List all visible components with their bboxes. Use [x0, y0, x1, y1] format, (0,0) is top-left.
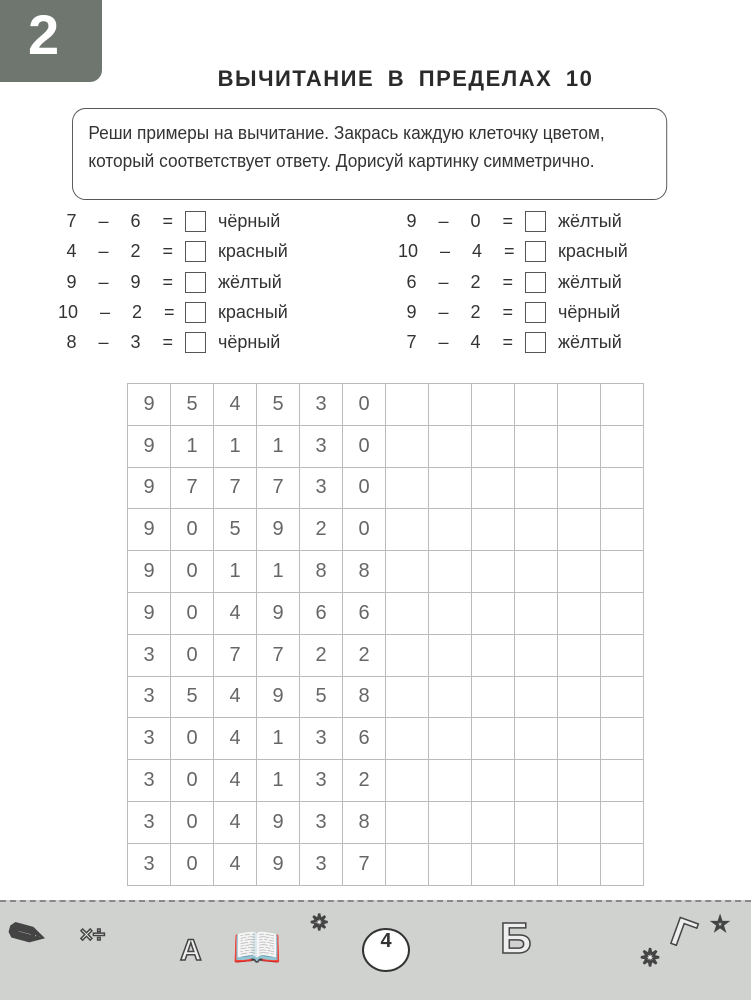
grid-cell[interactable]: [515, 467, 558, 509]
grid-cell[interactable]: [429, 634, 472, 676]
grid-cell[interactable]: 7: [257, 634, 300, 676]
page-title: ВЫЧИТАНИЕ В ПРЕДЕЛАХ 10: [217, 66, 594, 91]
coloring-grid: [127, 383, 644, 886]
grid-cell[interactable]: 1: [257, 425, 300, 467]
grid-cell[interactable]: 6: [343, 592, 386, 634]
grid-cell[interactable]: [558, 760, 601, 802]
color-label: жёлтый: [558, 210, 622, 231]
grid-row: [128, 760, 644, 802]
grid-cell[interactable]: [515, 843, 558, 885]
equation-expression: 7 – 4 =: [406, 331, 513, 352]
grid-cell[interactable]: [558, 384, 601, 426]
equation-row: [58, 299, 288, 325]
grid-cell[interactable]: [429, 509, 472, 551]
answer-box[interactable]: [185, 241, 206, 262]
grid-cell[interactable]: 2: [343, 760, 386, 802]
grid-cell[interactable]: 0: [171, 509, 214, 551]
grid-cell[interactable]: 8: [300, 551, 343, 593]
answer-box[interactable]: [185, 302, 206, 323]
grid-cell[interactable]: 4: [214, 843, 257, 885]
instruction-box: Реши примеры на вычитание. Закрась каждую клеточку цветом, который соответствует ответу. Дорисуй картинку симметрично.: [72, 108, 667, 200]
equation-row: [58, 238, 288, 264]
grid-cell[interactable]: 8: [343, 801, 386, 843]
letter-a-icon: А: [180, 934, 202, 967]
grid-cell[interactable]: 9: [128, 509, 171, 551]
grid-row: [128, 425, 644, 467]
color-label: чёрный: [218, 331, 281, 352]
grid-cell[interactable]: [515, 384, 558, 426]
equation-expression: 9 – 2 =: [406, 301, 513, 322]
grid-cell[interactable]: 2: [300, 634, 343, 676]
grid-cell[interactable]: [601, 634, 644, 676]
grid-row: [128, 718, 644, 760]
grid-cell[interactable]: [386, 384, 429, 426]
grid-cell[interactable]: 5: [171, 676, 214, 718]
grid-cell[interactable]: 9: [128, 384, 171, 426]
grid-cell[interactable]: 9: [257, 843, 300, 885]
color-label: красный: [218, 301, 288, 322]
grid-cell[interactable]: [558, 509, 601, 551]
grid-cell[interactable]: [558, 843, 601, 885]
grid-cell[interactable]: 3: [128, 843, 171, 885]
pencil-icon: ✎: [1, 907, 53, 963]
grid-cell[interactable]: 0: [171, 801, 214, 843]
grid-cell[interactable]: [472, 843, 515, 885]
grid-cell[interactable]: 4: [214, 760, 257, 802]
grid-cell[interactable]: [429, 843, 472, 885]
grid-row: [128, 801, 644, 843]
color-label: красный: [558, 240, 628, 261]
star-icon: ✷: [310, 910, 329, 935]
grid-cell[interactable]: 8: [343, 551, 386, 593]
grid-cell[interactable]: [558, 676, 601, 718]
grid-cell[interactable]: [386, 760, 429, 802]
grid-cell[interactable]: [515, 718, 558, 760]
grid-cell[interactable]: 4: [214, 592, 257, 634]
grid-cell[interactable]: 7: [257, 467, 300, 509]
grid-cell[interactable]: [515, 634, 558, 676]
grid-cell[interactable]: [601, 425, 644, 467]
equation-expression: 7 – 6 =: [66, 210, 173, 231]
equation-row: [58, 329, 280, 355]
color-label: чёрный: [558, 301, 621, 322]
grid-cell[interactable]: 9: [128, 467, 171, 509]
grid-cell[interactable]: [472, 425, 515, 467]
grid-cell[interactable]: [601, 801, 644, 843]
grid-cell[interactable]: [472, 384, 515, 426]
grid-cell[interactable]: [515, 592, 558, 634]
color-label: жёлтый: [218, 271, 282, 292]
page-number: 4: [362, 928, 410, 972]
grid-cell[interactable]: [386, 467, 429, 509]
grid-cell[interactable]: 9: [128, 425, 171, 467]
grid-row: [128, 384, 644, 426]
grid-cell[interactable]: [386, 634, 429, 676]
grid-cell[interactable]: [601, 676, 644, 718]
grid-cell[interactable]: [515, 760, 558, 802]
grid-cell[interactable]: 0: [171, 592, 214, 634]
grid-cell[interactable]: 9: [257, 801, 300, 843]
grid-cell[interactable]: 0: [343, 509, 386, 551]
grid-cell[interactable]: 9: [128, 551, 171, 593]
grid-cell[interactable]: [515, 425, 558, 467]
grid-cell[interactable]: [386, 425, 429, 467]
equation-row: [398, 238, 628, 264]
grid-cell[interactable]: [386, 718, 429, 760]
grid-cell[interactable]: 0: [171, 760, 214, 802]
grid-cell[interactable]: 7: [171, 467, 214, 509]
answer-box[interactable]: [525, 211, 546, 232]
grid-cell[interactable]: 3: [128, 760, 171, 802]
grid-cell[interactable]: 0: [343, 425, 386, 467]
grid-cell[interactable]: 1: [257, 760, 300, 802]
grid-cell[interactable]: [601, 592, 644, 634]
book-icon: 📖: [232, 926, 282, 970]
math-symbols-icon: ×÷: [80, 922, 105, 947]
grid-cell[interactable]: 5: [257, 384, 300, 426]
star-icon: ✷: [640, 945, 661, 972]
grid-cell[interactable]: [515, 509, 558, 551]
grid-cell[interactable]: [429, 718, 472, 760]
answer-box[interactable]: [185, 272, 206, 293]
grid-cell[interactable]: [558, 634, 601, 676]
grid-cell[interactable]: [429, 760, 472, 802]
grid-cell[interactable]: [429, 384, 472, 426]
grid-cell[interactable]: [429, 676, 472, 718]
letter-g-icon: Г: [665, 909, 702, 959]
equation-expression: 4 – 2 =: [66, 240, 173, 261]
grid-cell[interactable]: 0: [343, 384, 386, 426]
grid-cell[interactable]: [472, 551, 515, 593]
grid-cell[interactable]: [601, 509, 644, 551]
grid-cell[interactable]: 8: [343, 676, 386, 718]
equation-expression: 6 – 2 =: [406, 271, 513, 292]
grid-cell[interactable]: [429, 425, 472, 467]
grid-cell[interactable]: [515, 551, 558, 593]
grid-cell[interactable]: 7: [214, 634, 257, 676]
grid-cell[interactable]: 3: [128, 676, 171, 718]
grid-row: [128, 467, 644, 509]
grid-cell[interactable]: [429, 467, 472, 509]
grid-cell[interactable]: 3: [300, 718, 343, 760]
grid-cell[interactable]: 6: [300, 592, 343, 634]
equation-expression: 10 – 4 =: [398, 240, 515, 261]
grid-cell[interactable]: [601, 551, 644, 593]
grid-cell[interactable]: [601, 718, 644, 760]
answer-box[interactable]: [525, 272, 546, 293]
grid-cell[interactable]: 3: [300, 801, 343, 843]
grid-cell[interactable]: 7: [343, 843, 386, 885]
grid-cell[interactable]: [601, 384, 644, 426]
grid-cell[interactable]: 3: [300, 843, 343, 885]
grid-cell[interactable]: [515, 676, 558, 718]
grid-cell[interactable]: 0: [171, 718, 214, 760]
grid-cell[interactable]: [472, 760, 515, 802]
grid-cell[interactable]: [472, 509, 515, 551]
grid-cell[interactable]: [429, 592, 472, 634]
grid-row: [128, 592, 644, 634]
grid-row: [128, 634, 644, 676]
grid-cell[interactable]: [472, 634, 515, 676]
answer-box[interactable]: [185, 332, 206, 353]
color-label: жёлтый: [558, 331, 622, 352]
grid-cell[interactable]: 9: [257, 676, 300, 718]
grid-cell[interactable]: [558, 467, 601, 509]
grid-cell[interactable]: 0: [171, 634, 214, 676]
grid-cell[interactable]: [386, 551, 429, 593]
grid-cell[interactable]: 9: [257, 592, 300, 634]
grid-cell[interactable]: 4: [214, 718, 257, 760]
grid-cell[interactable]: 5: [214, 509, 257, 551]
color-label: жёлтый: [558, 271, 622, 292]
grid-cell[interactable]: [558, 425, 601, 467]
grid-cell[interactable]: 2: [343, 634, 386, 676]
grid-cell[interactable]: [558, 801, 601, 843]
grid-cell[interactable]: 0: [171, 843, 214, 885]
equation-row: [58, 208, 280, 234]
grid-cell[interactable]: [386, 676, 429, 718]
grid-cell[interactable]: 4: [214, 676, 257, 718]
grid-cell[interactable]: 1: [214, 425, 257, 467]
grid-cell[interactable]: 4: [214, 384, 257, 426]
grid-cell[interactable]: [386, 801, 429, 843]
section-number: 2: [28, 3, 60, 66]
grid-cell[interactable]: 3: [300, 425, 343, 467]
grid-cell[interactable]: [515, 801, 558, 843]
grid-cell[interactable]: 3: [128, 801, 171, 843]
grid-cell[interactable]: 3: [128, 634, 171, 676]
color-label: чёрный: [218, 210, 281, 231]
answer-box[interactable]: [525, 241, 546, 262]
color-label: красный: [218, 240, 288, 261]
grid-cell[interactable]: [601, 467, 644, 509]
grid-cell[interactable]: 5: [171, 384, 214, 426]
answer-box[interactable]: [525, 332, 546, 353]
grid-cell[interactable]: 0: [171, 551, 214, 593]
grid-cell[interactable]: [558, 592, 601, 634]
equation-expression: 10 – 2 =: [58, 301, 175, 322]
grid-cell[interactable]: [386, 843, 429, 885]
grid-cell[interactable]: 9: [257, 509, 300, 551]
grid-cell[interactable]: 3: [300, 760, 343, 802]
grid-cell[interactable]: 6: [343, 718, 386, 760]
grid-cell[interactable]: [472, 718, 515, 760]
grid-row: [128, 509, 644, 551]
grid-cell[interactable]: [601, 760, 644, 802]
grid-cell[interactable]: [558, 551, 601, 593]
grid-cell[interactable]: 1: [171, 425, 214, 467]
grid-cell[interactable]: 7: [214, 467, 257, 509]
grid-cell[interactable]: [472, 467, 515, 509]
grid-cell[interactable]: 0: [343, 467, 386, 509]
grid-cell[interactable]: [429, 551, 472, 593]
grid-cell[interactable]: [601, 843, 644, 885]
answer-box[interactable]: [525, 302, 546, 323]
answer-box[interactable]: [185, 211, 206, 232]
letter-b-icon: Б: [500, 914, 532, 963]
grid-cell[interactable]: 4: [214, 801, 257, 843]
equation-row: [398, 299, 620, 325]
grid-cell[interactable]: [386, 592, 429, 634]
equation-row: [58, 269, 282, 295]
grid-row: [128, 676, 644, 718]
equation-row: [398, 329, 622, 355]
equation-expression: 8 – 3 =: [66, 331, 173, 352]
grid-cell[interactable]: 3: [300, 467, 343, 509]
grid-cell[interactable]: [472, 592, 515, 634]
star-icon: ☆: [712, 914, 729, 934]
grid-cell[interactable]: 3: [300, 384, 343, 426]
grid-cell[interactable]: 1: [214, 551, 257, 593]
grid-cell[interactable]: 2: [300, 509, 343, 551]
grid-cell[interactable]: [429, 801, 472, 843]
grid-cell[interactable]: 3: [128, 718, 171, 760]
equation-row: [398, 269, 622, 295]
equation-row: [398, 208, 622, 234]
grid-row: [128, 843, 644, 885]
grid-cell[interactable]: 5: [300, 676, 343, 718]
grid-cell[interactable]: 9: [128, 592, 171, 634]
grid-cell[interactable]: 1: [257, 551, 300, 593]
equation-expression: 9 – 0 =: [406, 210, 513, 231]
grid-cell[interactable]: 1: [257, 718, 300, 760]
equation-expression: 9 – 9 =: [66, 271, 173, 292]
grid-cell[interactable]: [472, 801, 515, 843]
grid-cell[interactable]: [386, 509, 429, 551]
grid-cell[interactable]: [472, 676, 515, 718]
grid-cell[interactable]: [558, 718, 601, 760]
grid-row: [128, 551, 644, 593]
